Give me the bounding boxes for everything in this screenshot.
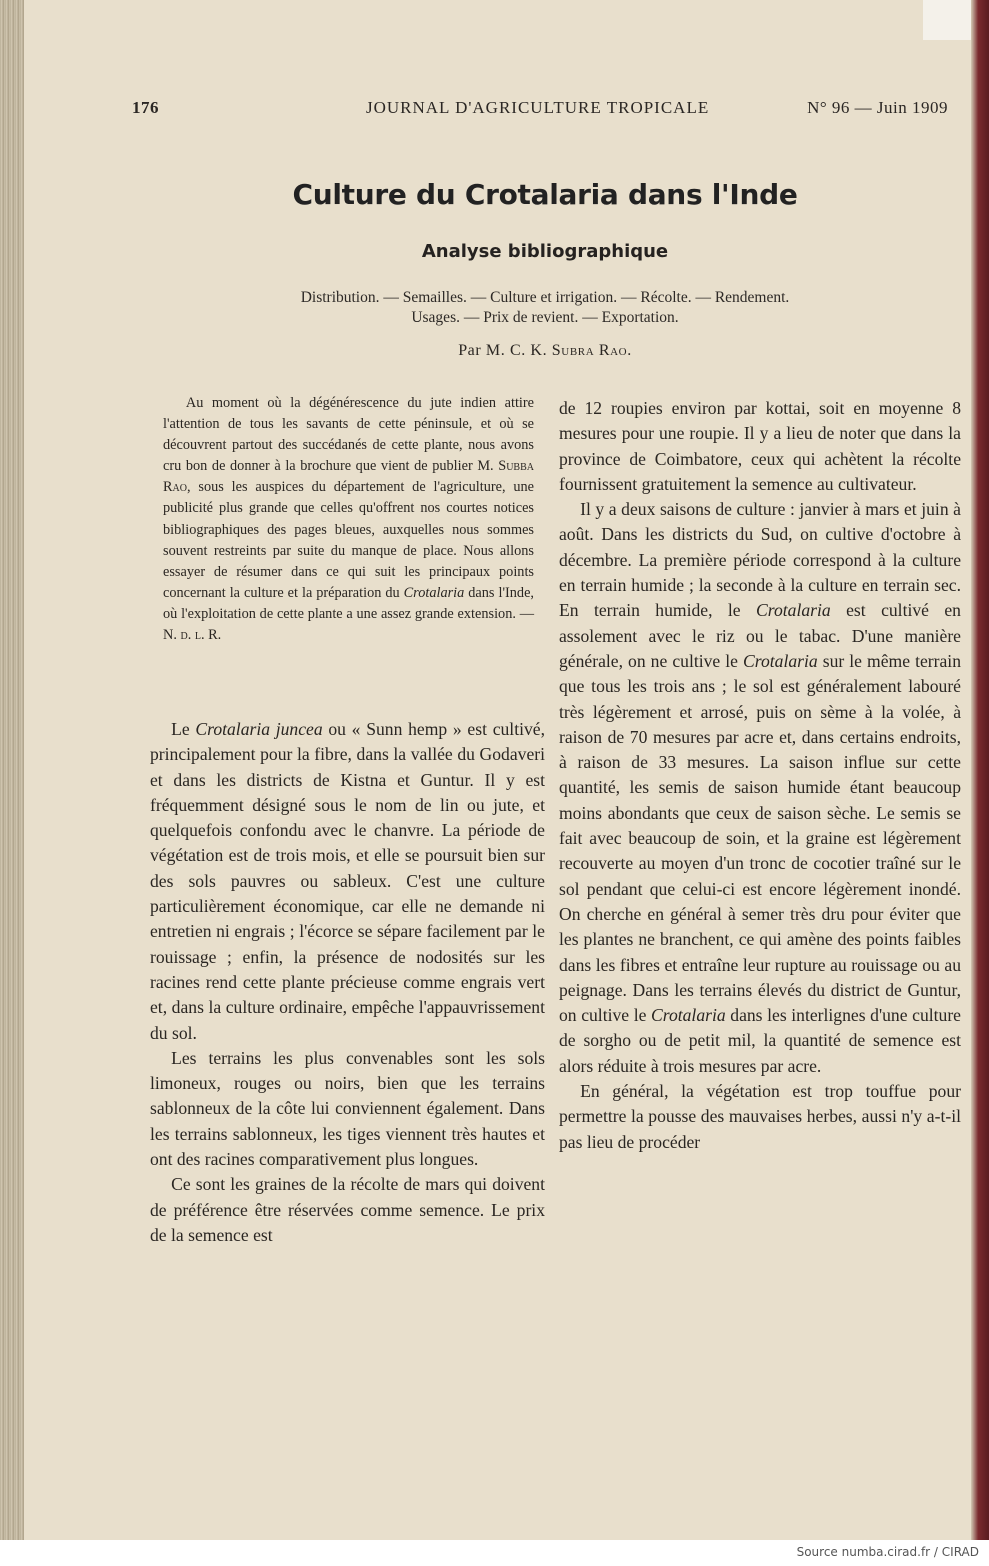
topics-line-1: Distribution. — Semailles. — Culture et irrigation. — Récolte. — Rendement. (300, 289, 790, 306)
right-p2-text-a: Il y a deux saisons de culture : janvier à mars et juin à août. Dans les districts du Sud, on cultive d'octobre à décembre. La première période correspond à la culture en terrain humide ; la seconde à la culture en terrain sec. En terrain humide, le (559, 499, 961, 621)
left-paragraph-3: Ce sont les graines de la récolte de mars qui doivent de préférence être réservées comme semence. Le prix de la semence est (150, 1174, 545, 1245)
byline-prefix: Par M. C. K. (458, 342, 552, 359)
intro-genus: Crotalaria (403, 584, 465, 601)
left-paragraph-1 (150, 717, 545, 1046)
left-paragraph-2: Les terrains les plus convenables sont les sols limoneux, rouges ou noirs, bien que les terrains sablonneux de la côte lui conviennent également. Dans les terrains sablonneux, les tiges viennent très hautes et ont des racines comparativement plus longues. (150, 1047, 545, 1170)
intro-text-3: dans l'Inde, où l'exploitation de cette plante a une assez grande extension. — (163, 584, 534, 622)
page-binding (0, 0, 24, 1540)
article-byline (190, 342, 900, 360)
right-paragraph-2 (559, 497, 961, 1079)
page-number: 176 (132, 98, 159, 117)
page-edge-light (923, 0, 971, 40)
source-credit: Source numba.cirad.fr / CIRAD (796, 1545, 979, 1559)
article-subtitle: Analyse bibliographique (421, 241, 669, 262)
right-p2-text-d: dans les interlignes d'une culture de sorgho ou de petit mil, la quantité de semence est alors réduite à trois mesures par acre. (559, 1005, 961, 1076)
intro-paragraph (163, 393, 534, 646)
right-genus-2: Crotalaria (743, 650, 818, 671)
right-p2-text-c: sur le même terrain que tous les trois ans ; le sol est généralement labouré très légèrement et arrosé, puis on sème à la volée, à raison de 70 mesures par acre et, dans certains endroits, à raison de 33 mesures. La saison influe sur cette quantité, les semis de saison humide étant beaucoup moins abondants que ceux de saison sèche. Le semis se fait avec beaucoup de soin, et la graine est légèrement recouverte au moyen d'un tronc de cocotier traîné sur le sol pendant que celui-ci est encore légèrement inondé. On cherche en général à semer très dru pour éviter que les plantes ne branchent, ce qui amène des points faibles dans les fibres et entraîne leur rupture au rouissage ou au peignage. Dans les terrains élevés du district de Guntur, on cultive le (559, 650, 961, 1026)
intro-signature: N. d. l. R. (163, 627, 222, 644)
right-genus-3: Crotalaria (651, 1005, 726, 1026)
editor-introduction (163, 393, 534, 646)
byline-author: Subra Rao. (551, 342, 632, 359)
right-column (559, 396, 961, 1155)
left-column (150, 717, 545, 1248)
species-name: Crotalaria juncea (195, 719, 323, 739)
left-p1-lead: Le (171, 719, 196, 739)
running-header (132, 98, 948, 122)
article-topics (190, 288, 900, 328)
right-genus-1: Crotalaria (756, 600, 831, 621)
right-paragraph-3: En général, la végétation est trop touffue pour permettre la pousse des mauvaises herbes, aussi n'y a-t-il pas lieu de procéder (559, 1081, 961, 1152)
topics-line-2: Usages. — Prix de revient. — Exportation. (411, 309, 679, 326)
article-title: Culture du Crotalaria dans l'Inde (292, 178, 798, 211)
book-cover-edge (971, 0, 989, 1540)
right-p2-text-b: est cultivé en assolement avec le riz ou le tabac. D'une manière générale, on ne cultive le (559, 600, 961, 671)
issue-label: N° 96 — Juin 1909 (807, 98, 948, 117)
right-paragraph-1: de 12 roupies environ par kottai, soit en moyenne 8 mesures pour une roupie. Il y a lieu de noter que dans la province de Coimbatore, ceux qui achètent la récolte fournissent gratuitement la semence au cultivateur. (559, 398, 961, 494)
intro-author: Subba Rao (163, 458, 534, 496)
left-p1-text: ou « Sunn hemp » est cultivé, principalement pour la fibre, dans la vallée du Godaveri et dans les districts de Kistna et Guntur. Il y est fréquemment désigné sous le nom de lin ou jute, et quelquefois confondu avec le chanvre. La période de végétation est de trois mois, et elle se poursuit bien sur des sols pauvres ou sableux. C'est une culture particulièrement économique, car elle ne demande ni entretien ni engrais ; l'écorce se sépare facilement par le rouissage ; enfin, la présence de nodosités sur les racines rend cette plante précieuse comme engrais vert et, dans la culture ordinaire, empêche l'appauvrissement du sol. (150, 719, 545, 1043)
journal-title: JOURNAL D'AGRICULTURE TROPICALE (366, 98, 710, 117)
intro-text-1: Au moment où la dégénérescence du jute indien attire l'attention de tous les savants de cette péninsule, et où se découvrent partout des succédanés de cette plante, nous avons cru bon de donner à la brochure que vient de publier M. (163, 395, 534, 475)
intro-text-2: , sous les auspices du département de l'agriculture, une publicité plus grande que celles qu'offrent nos courtes notices bibliographiques des pages bleues, auxquelles nous sommes souvent restreints par suite du manque de place. Nous allons essayer de résumer dans ce qui suit les principaux points concernant la culture et la préparation du (163, 479, 534, 601)
